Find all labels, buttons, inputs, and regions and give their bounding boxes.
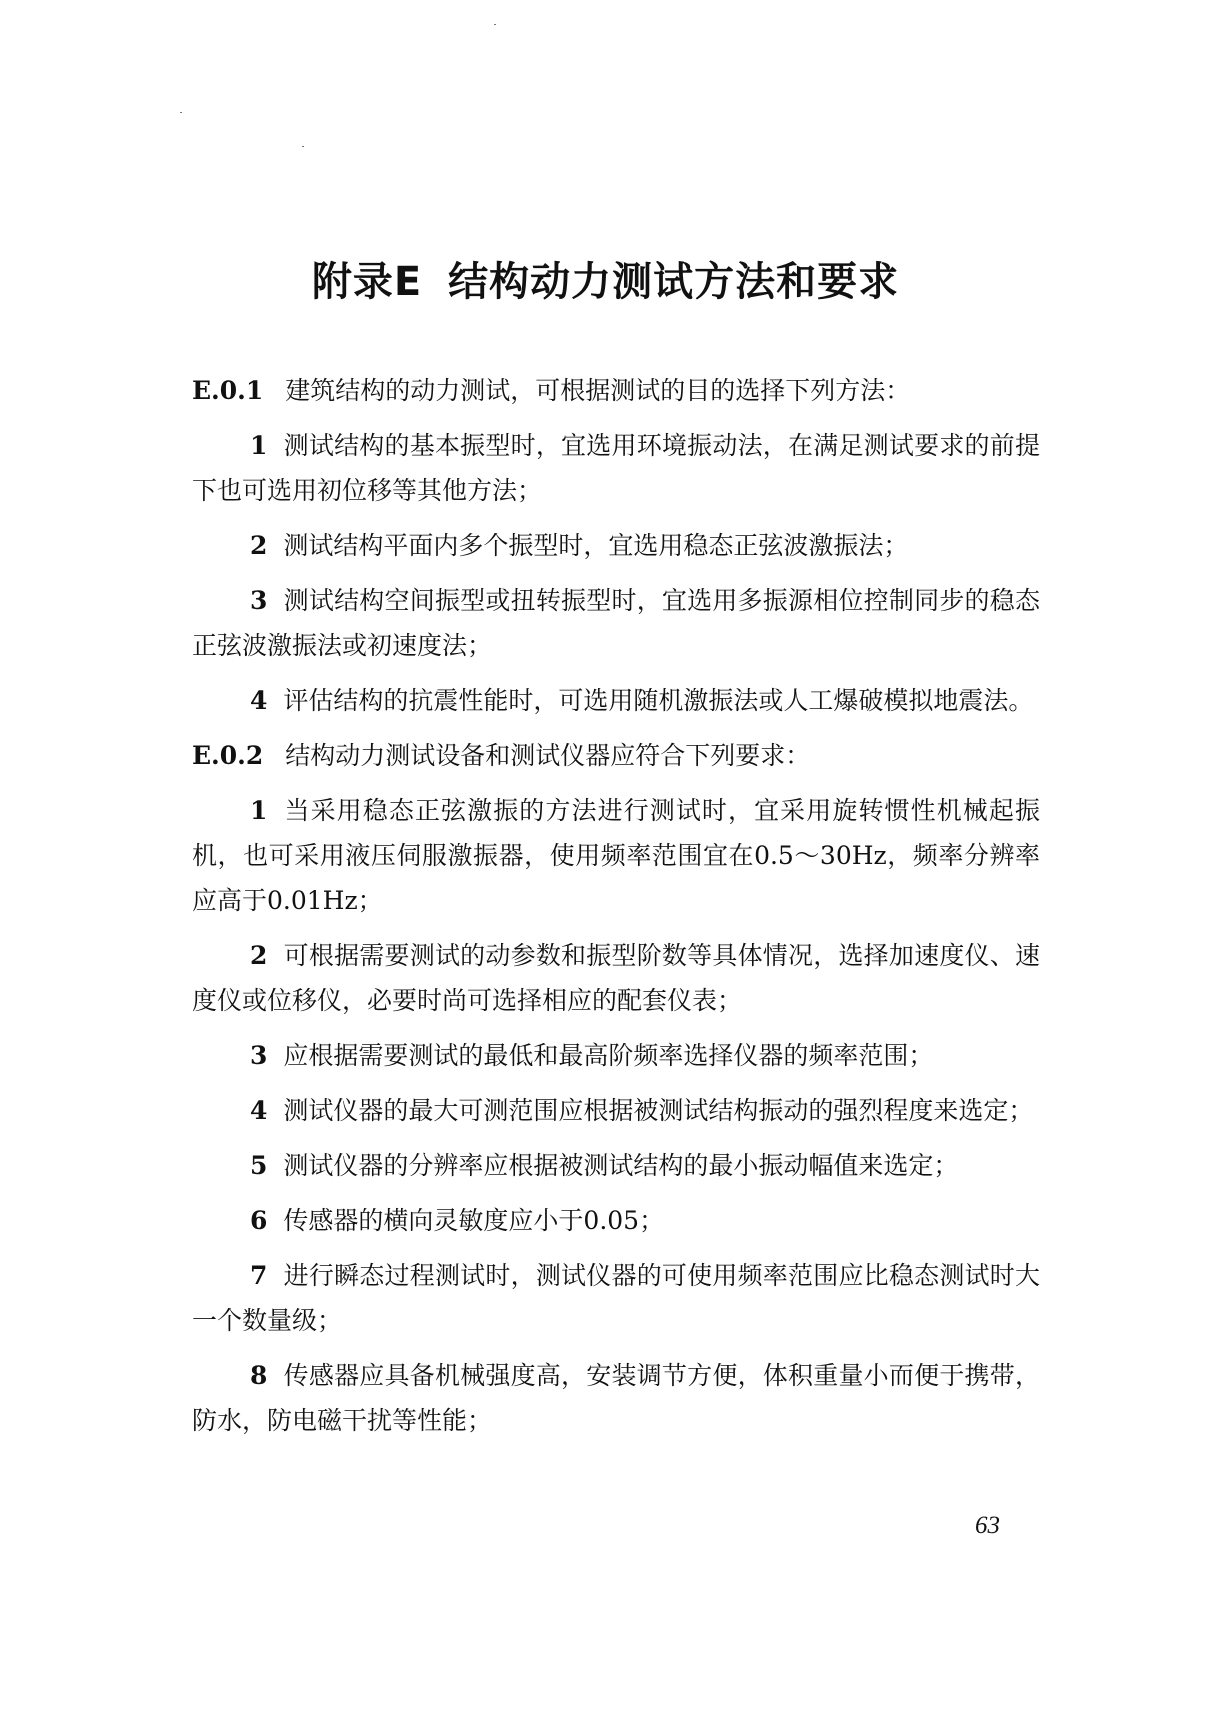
clause-e02 <box>192 733 1040 778</box>
item-number: 4 <box>250 686 268 715</box>
clause-number: E.0.1 <box>192 376 264 405</box>
clause-text: 建筑结构的动力测试，可根据测试的目的选择下列方法： <box>285 376 911 405</box>
item-text: 传感器的横向灵敏度应小于0.05； <box>283 1206 665 1235</box>
list-item <box>192 1088 1040 1133</box>
item-text: 当采用稳态正弦激振的方法进行测试时，宜采用旋转惯性机械起振机，也可采用液压伺服激振器，使用频率范围宜在0.5～30Hz，频率分辨率应高于0.01Hz； <box>192 796 1040 915</box>
page-title <box>0 250 1211 307</box>
page-number: 63 <box>975 1512 1000 1539</box>
item-text: 测试仪器的最大可测范围应根据被测试结构振动的强烈程度来选定； <box>283 1096 1034 1125</box>
item-number: 7 <box>250 1261 268 1290</box>
list-item <box>192 1253 1040 1343</box>
item-number: 5 <box>250 1151 268 1180</box>
appendix-label: 附录E <box>311 259 423 305</box>
list-item <box>192 788 1040 923</box>
item-text: 测试结构平面内多个振型时，宜选用稳态正弦波激振法； <box>283 531 909 560</box>
item-text: 传感器应具备机械强度高，安装调节方便，体积重量小而便于携带，防水，防电磁干扰等性能； <box>192 1361 1040 1435</box>
scan-speck <box>180 112 182 113</box>
list-item <box>192 678 1040 723</box>
list-item <box>192 578 1040 668</box>
item-number: 1 <box>250 796 268 825</box>
item-text: 评估结构的抗震性能时，可选用随机激振法或人工爆破模拟地震法。 <box>283 686 1034 715</box>
clause-e01 <box>192 368 1040 413</box>
clause-number: E.0.2 <box>192 741 264 770</box>
item-number: 8 <box>250 1361 268 1390</box>
item-text: 测试结构的基本振型时，宜选用环境振动法，在满足测试要求的前提下也可选用初位移等其他方法； <box>192 431 1040 505</box>
list-item <box>192 1198 1040 1243</box>
list-item <box>192 1143 1040 1188</box>
list-item <box>192 523 1040 568</box>
item-number: 3 <box>250 1041 268 1070</box>
appendix-body <box>192 368 1040 1453</box>
scan-speck <box>302 146 304 147</box>
item-number: 3 <box>250 586 268 615</box>
item-text: 可根据需要测试的动参数和振型阶数等具体情况，选择加速度仪、速度仪或位移仪，必要时尚可选择相应的配套仪表； <box>192 941 1040 1015</box>
item-number: 4 <box>250 1096 268 1125</box>
list-item <box>192 933 1040 1023</box>
list-item <box>192 1033 1040 1078</box>
scan-speck <box>494 24 496 25</box>
item-number: 2 <box>250 531 268 560</box>
appendix-title: 结构动力测试方法和要求 <box>448 259 900 305</box>
list-item <box>192 1353 1040 1443</box>
item-number: 2 <box>250 941 268 970</box>
item-text: 应根据需要测试的最低和最高阶频率选择仪器的频率范围； <box>283 1041 934 1070</box>
item-text: 进行瞬态过程测试时，测试仪器的可使用频率范围应比稳态测试时大一个数量级； <box>192 1261 1040 1335</box>
list-item <box>192 423 1040 513</box>
clause-text: 结构动力测试设备和测试仪器应符合下列要求： <box>285 741 811 770</box>
item-text: 测试仪器的分辨率应根据被测试结构的最小振动幅值来选定； <box>283 1151 959 1180</box>
item-text: 测试结构空间振型或扭转振型时，宜选用多振源相位控制同步的稳态正弦波激振法或初速度法； <box>192 586 1040 660</box>
item-number: 1 <box>250 431 268 460</box>
item-number: 6 <box>250 1206 268 1235</box>
